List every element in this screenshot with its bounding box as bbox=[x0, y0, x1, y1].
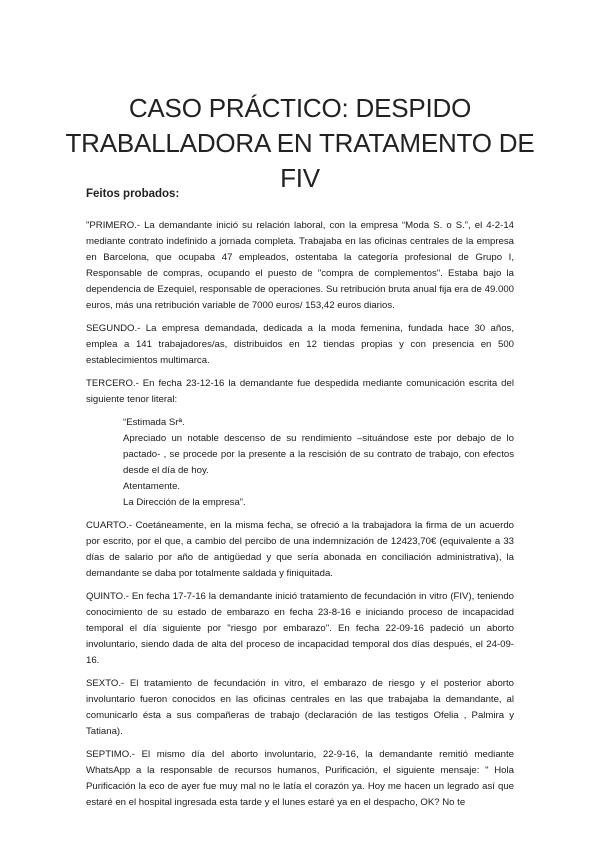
letter-closing: Atentamente. bbox=[123, 481, 181, 492]
paragraph-tercero: TERCERO.- En fecha 23-12-16 la demandante fue despedida mediante comunicación escrita del siguiente tenor literal: bbox=[86, 378, 514, 405]
letter-body: Apreciado un notable descenso de su rendimiento –situándose este por debajo de lo pactado- , se procede por la presente a la rescisión de su contrato de trabajo, con efectos desde el día de hoy. bbox=[123, 433, 514, 476]
page-title bbox=[60, 91, 540, 196]
title-line-2: TRABALLADORA EN TRATAMENTO DE bbox=[65, 128, 535, 159]
paragraph-primero: "PRIMERO.- La demandante inició su relación laboral, con la empresa “Moda S. o S.”, el 4-2-14 mediante contrato indefinido a jornada completa. Trabajaba en las oficinas centrales de la empresa en Barcelona, que ocupaba 47 empleados, ostentaba la categoría profesional de Grupo I, Responsable de compras, ocupando el puesto de "compra de complementos". Estaba bajo la dependencia de Ezequiel, responsable de operaciones. Su retribución bruta anual fija era de 49.000 euros, más una retribución variable de 7000 euros/ 153,42 euros diarios. bbox=[86, 220, 514, 311]
title-line-1: CASO PRÁCTICO: DESPIDO bbox=[128, 93, 472, 124]
section-heading: Feitos probados: bbox=[86, 188, 180, 200]
paragraph-quinto: QUINTO.- En fecha 17-7-16 la demandante inició tratamiento de fecundación in vitro (FIV), teniendo conocimiento de su estado de embarazo en fecha 23-8-16 e iniciando proceso de incapacidad temporal el día siguiente por "riesgo por embarazo". En fecha 22-09-16 padeció un aborto involuntario, siendo dada de alta del proceso de incapacidad temporal dos días después, el 24-09-16. bbox=[86, 591, 514, 666]
title-line-3: FIV bbox=[280, 163, 320, 194]
paragraph-sexto: SEXTO.- El tratamiento de fecundación in vitro, el embarazo de riesgo y el posterior aborto involuntario fueron conocidos en las oficinas centrales en las que trabajaba la demandante, al comunicarlo ésta a sus compañeras de trabajo (declaración de las testigos Ofelia , Palmira y Tatiana). bbox=[86, 678, 514, 737]
quoted-letter bbox=[123, 415, 514, 511]
paragraph-septimo: SEPTIMO.- El mismo día del aborto involuntario, 22-9-16, la demandante remitió mediante WhatsApp a la responsable de recursos humanos, Purificación, el siguiente mensaje: " Hola Purificación la eco de ayer fue muy mal no le latía el corazón ya. Hoy me hacen un legrado así que estaré en el hospital ingresada esta tarde y el lunes estaré ya en el despacho, OK? No te bbox=[86, 749, 514, 808]
letter-salutation: “Estimada Srª. bbox=[123, 417, 185, 428]
paragraph-cuarto: CUARTO.- Coetáneamente, en la misma fecha, se ofreció a la trabajadora la firma de un acuerdo por escrito, por el que, a cambio del percibo de una indemnización de 12423,70€ (equivalente a 33 días de salario por año de antigüedad y que sería abonada en conciliación administrativa), la demandante se daba por totalmente saldada y finiquitada. bbox=[86, 520, 514, 579]
document-body bbox=[86, 218, 514, 818]
paragraph-segundo: SEGUNDO.- La empresa demandada, dedicada a la moda femenina, fundada hace 30 años, emplea a 141 trabajadores/as, distribuidos en 12 tiendas propias y con presencia en 500 establecimientos multimarca. bbox=[86, 323, 514, 366]
letter-signature: La Dirección de la empresa”. bbox=[123, 497, 246, 508]
